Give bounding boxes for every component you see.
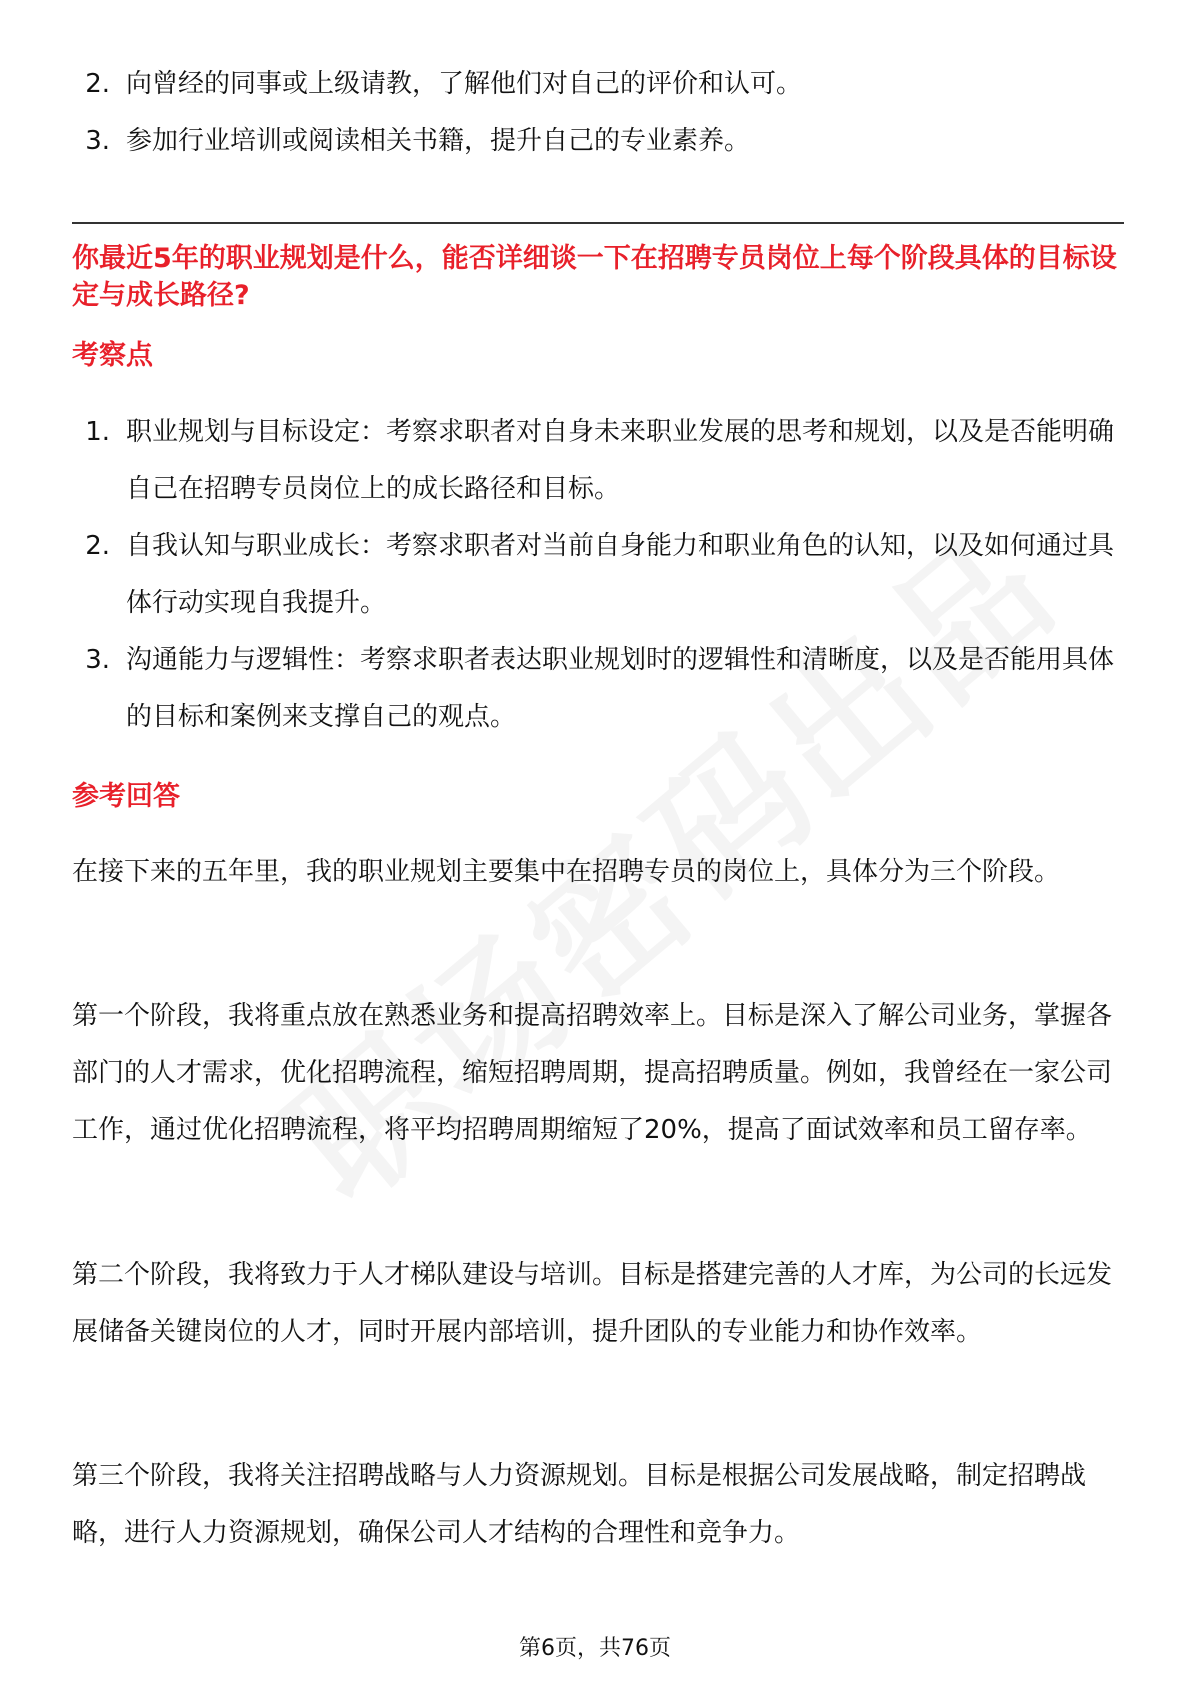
list-number: 3. (85, 645, 110, 675)
list-text: 向曾经的同事或上级请教，了解他们对自己的评价和认可。 (126, 69, 803, 99)
list-number: 2. (85, 531, 110, 561)
page-number: 第6页，共76页 (519, 1636, 671, 1661)
list-number: 2. (85, 69, 110, 99)
list-text: 职业规划与目标设定：考察求职者对自身未来职业发展的思考和规划，以及是否能明确自己在招聘专员岗位上的成长路径和目标。 (126, 417, 1115, 504)
list-text: 沟通能力与逻辑性：考察求职者表达职业规划时的逻辑性和清晰度，以及是否能用具体的目标和案例来支撑自己的观点。 (126, 645, 1115, 732)
answer-paragraph: 在接下来的五年里，我的职业规划主要集中在招聘专员的岗位上，具体分为三个阶段。 (72, 857, 1061, 887)
previous-answer-list (72, 56, 1122, 170)
list-item (72, 632, 1122, 746)
list-item (72, 404, 1122, 518)
list-number: 3. (85, 126, 110, 156)
assessment-points-list (72, 404, 1122, 746)
list-item (72, 56, 1122, 113)
section-divider (72, 222, 1124, 224)
list-item (72, 518, 1122, 632)
answer-paragraph: 第一个阶段，我将重点放在熟悉业务和提高招聘效率上。目标是深入了解公司业务，掌握各部门的人才需求，优化招聘流程，缩短招聘周期，提高招聘质量。例如，我曾经在一家公司工作，通过优化招聘流程，将平均招聘周期缩短了20%，提高了面试效率和员工留存率。 (72, 1001, 1113, 1145)
answer-paragraph: 第三个阶段，我将关注招聘战略与人力资源规划。目标是根据公司发展战略，制定招聘战略，进行人力资源规划，确保公司人才结构的合理性和竞争力。 (72, 1461, 1087, 1548)
reference-answer-heading: 参考回答 (72, 781, 180, 812)
list-number: 1. (85, 417, 110, 447)
list-item (72, 113, 1122, 170)
assessment-points-heading: 考察点 (72, 340, 153, 371)
interview-question: 你最近5年的职业规划是什么，能否详细谈一下在招聘专员岗位上每个阶段具体的目标设定与成长路径? (72, 243, 1117, 311)
list-text: 参加行业培训或阅读相关书籍，提升自己的专业素养。 (126, 126, 751, 156)
answer-paragraph: 第二个阶段，我将致力于人才梯队建设与培训。目标是搭建完善的人才库，为公司的长远发展储备关键岗位的人才，同时开展内部培训，提升团队的专业能力和协作效率。 (72, 1260, 1113, 1347)
list-text: 自我认知与职业成长：考察求职者对当前自身能力和职业角色的认知，以及如何通过具体行动实现自我提升。 (126, 531, 1115, 618)
